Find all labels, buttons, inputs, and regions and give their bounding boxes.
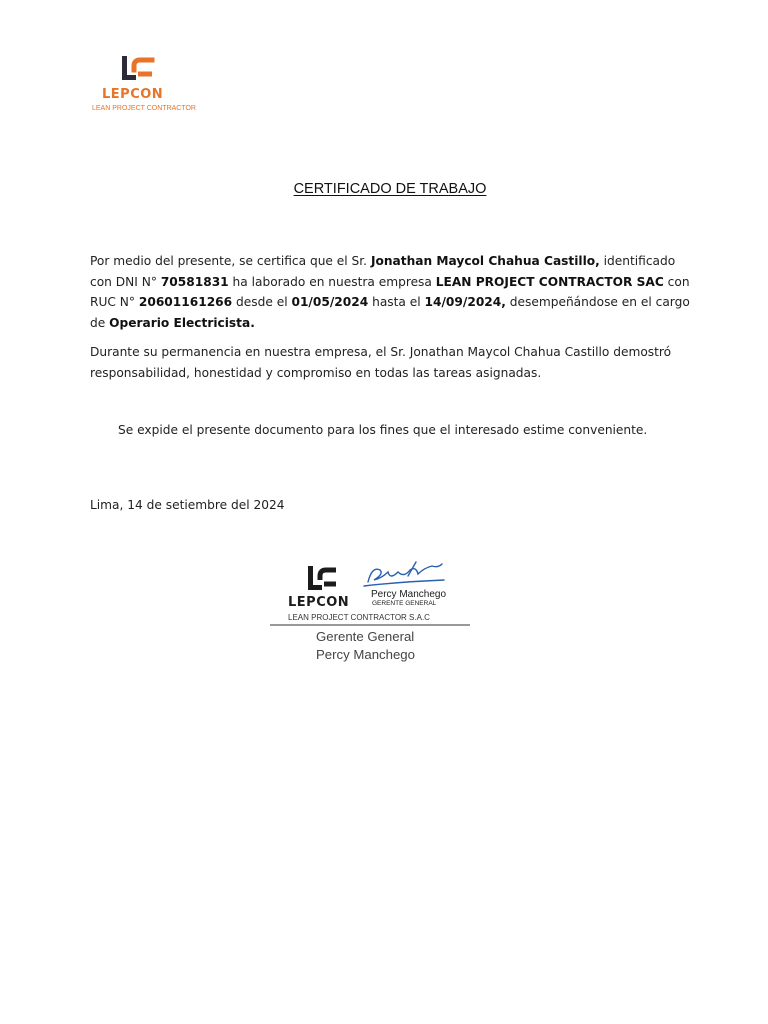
logo-tagline: LEAN PROJECT CONTRACTOR (92, 105, 196, 112)
signer-name: Percy Manchego (316, 647, 415, 662)
place-date: Lima, 14 de setiembre del 2024 (90, 498, 285, 512)
logo-wordmark: LEPCON (102, 87, 164, 102)
dni-number: 70581831 (160, 274, 229, 289)
stamp-company: LEAN PROJECT CONTRACTOR S.A.C (288, 613, 430, 622)
stamp-wordmark: LEPCON (288, 595, 350, 610)
employee-name: Jonathan Maycol Chahua Castillo, (370, 254, 600, 268)
end-date: 14/09/2024, (424, 295, 506, 309)
company-name: LEAN PROJECT CONTRACTOR SAC (435, 274, 664, 289)
company-logo (90, 52, 200, 114)
certification-paragraph: Por medio del presente, se certifica que el Sr. Jonathan Maycol Chahua Castillo, identificado con DNI N° 70581831 ha laborado en nuestra empresa LEAN PROJECT CONTRACTOR SAC con RUC N° 20601161266 desde el 01/05/2024 hasta el 14/09/2024, desempeñándose en el cargo de Operario Electricista. (90, 254, 690, 330)
conduct-paragraph: Durante su permanencia en nuestra empresa, el Sr. Jonathan Maycol Chahua Castillo demostró responsabilidad, honestidad y compromiso en todas las tareas asignadas. (90, 345, 672, 380)
stamp-name: Percy Manchego (371, 589, 447, 600)
job-position: Operario Electricista. (109, 315, 255, 330)
start-date: 01/05/2024 (291, 295, 369, 309)
document-title (0, 181, 768, 197)
ruc-number: 20601161266 (138, 295, 233, 309)
handwritten-signature (364, 562, 444, 586)
purpose-paragraph: Se expide el presente documento para los fines que el interesado estime conveniente. (118, 423, 648, 437)
title-text: CERTIFICADO DE TRABAJO (293, 181, 487, 197)
stamp-role: GERENTE GENERAL (372, 600, 437, 607)
signer-role: Gerente General (316, 629, 415, 644)
